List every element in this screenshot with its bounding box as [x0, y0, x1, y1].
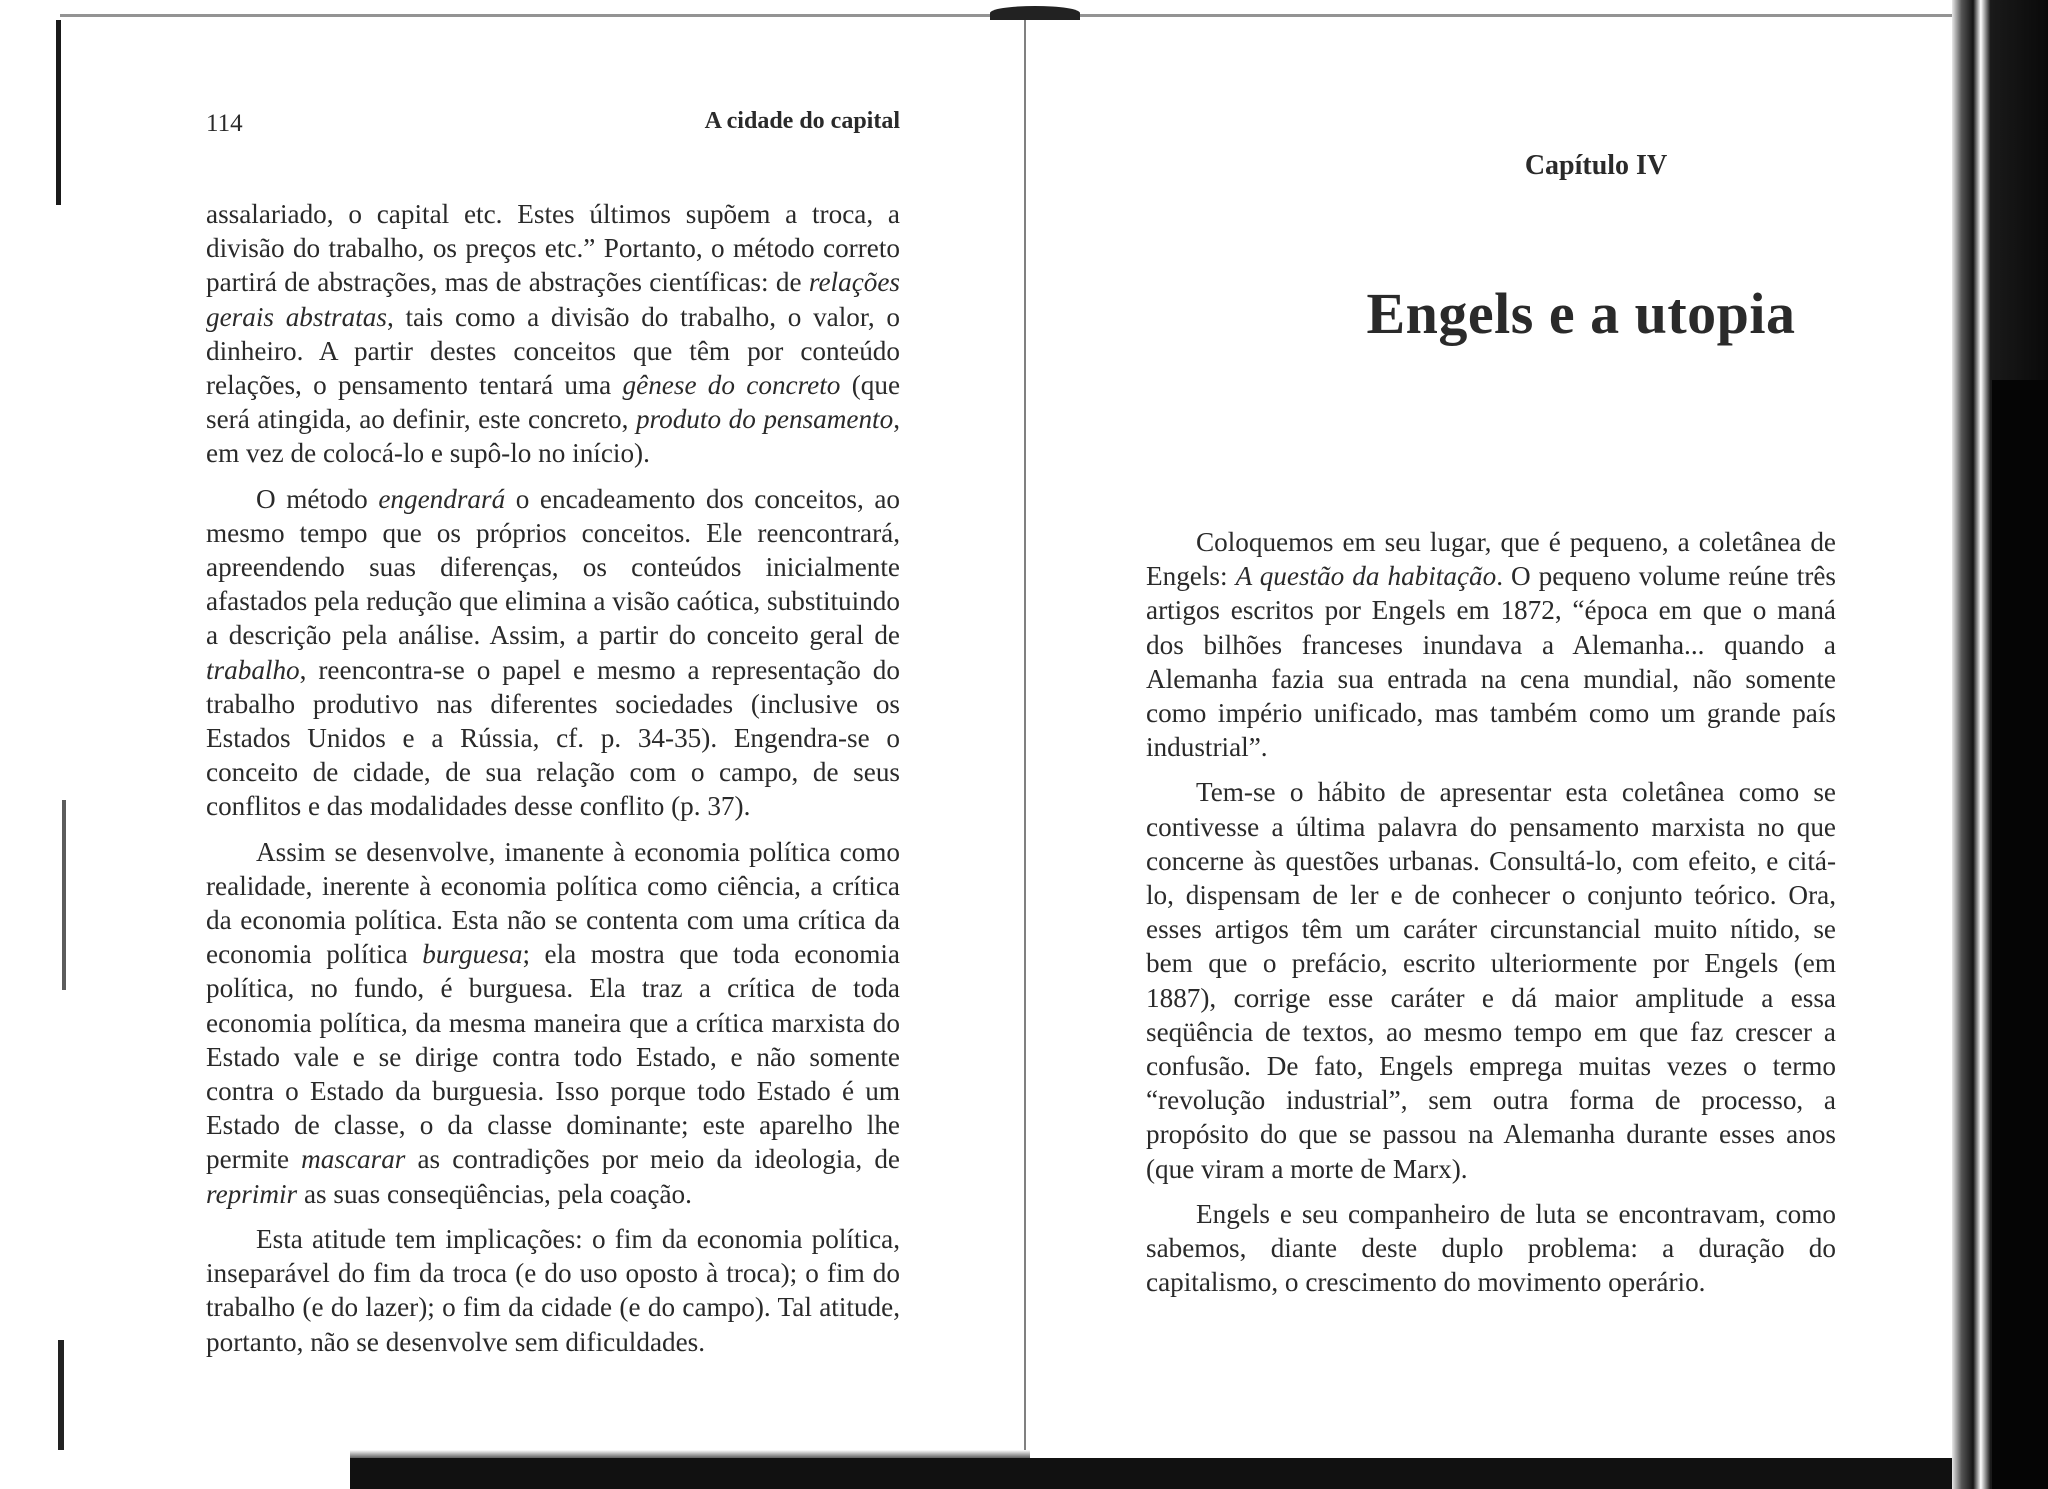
right-page: [1146, 140, 1836, 1299]
paragraph: Tem-se o hábito de apresentar esta coletânea como se contivesse a última palavra do pensamento marxista no que concerne às questões urbanas. Consultá-lo, com efeito, e citá-lo, dispensam de ler e de conhecer o conjunto teórico. Ora, esses artigos têm um caráter circunstancial muito nítido, se bem que o prefácio, escrito ulteriormente por Engels (em 1887), corrige esse caráter e dá maior amplitude a essa seqüência de textos, ao mesmo tempo em que faz crescer a confusão. De fato, Engels emprega muitas vezes o termo “revolução industrial”, sem outra forma de processo, a propósito do que se passou na Alemanha durante esses anos (que viram a morte de Marx).: [1146, 777, 1836, 1184]
paragraph: assalariado, o capital etc. Estes últimos supõem a troca, a divisão do trabalho, os preços etc.” Portanto, o método correto partirá de abstrações, mas de abstrações científicas: de relações gerais abstratas, tais como a divisão do trabalho, o valor, o dinheiro. A partir destes conceitos que têm por conteúdo relações, o pensamento tentará uma gênese do concreto (que será atingida, ao definir, este concreto, produto do pensamento, em vez de colocá-lo e supô-lo no início).: [206, 199, 901, 469]
paragraph: Assim se desenvolve, imanente à economia política como realidade, inerente à economia política como ciência, a crítica da economia política. Esta não se contenta com uma crítica da economia política burguesa; ela mostra que toda economia política, no fundo, é burguesa. Ela traz a crítica de toda economia política, da mesma maneira que a crítica marxista do Estado vale e se dirige contra todo Estado, e não somente contra o Estado da burguesia. Isso porque todo Estado é um Estado de classe, o da classe dominante; este aparelho lhe permite mascarar as contradições por meio da ideologia, de reprimir as suas conseqüências, pela coação.: [206, 836, 900, 1209]
scan-left-edge: [58, 1340, 64, 1450]
left-page: [206, 100, 900, 1359]
chapter-label: Capítulo IV: [1524, 150, 1668, 181]
running-head: [206, 100, 900, 140]
paragraph: O método engendrará o encadeamento dos conceitos, ao mesmo tempo que os próprios conceitos. Ele reencontrará, apreendendo suas diferenças, os conteúdos inicialmente afastados pela redução que elimina a visão caótica, substituindo a descrição pela análise. Assim, a partir do conceito geral de trabalho, reencontra-se o papel e mesmo a representação do trabalho produtivo nas diferentes sociedades (inclusive os Estados Unidos e a Rússia, cf. p. 34-35). Engendra-se o conceito de cidade, de sua relação com o campo, de seus conflitos e das modalidades desse conflito (p. 37).: [206, 483, 901, 822]
left-page-body: [206, 197, 900, 1359]
page-number: 114: [206, 110, 243, 137]
paragraph: Esta atitude tem implicações: o fim da economia política, inseparável do fim da troca (e do uso oposto à troca); o fim do trabalho (e do lazer); o fim da cidade (e do campo). Tal atitude, portanto, não se desenvolve sem dificuldades.: [206, 1223, 900, 1357]
chapter-title: Engels e a utopia: [1366, 281, 1796, 346]
scan-right-shadow: [1992, 380, 2048, 1489]
paragraph: Coloquemos em seu lugar, que é pequeno, a coletânea de Engels: A questão da habitação. O pequeno volume reúne três artigos escritos por Engels em 1872, “época em que o maná dos bilhões franceses inundava a Alemanha... quando a Alemanha fazia sua entrada na cena mundial, não somente como império unificado, mas também como um grande país industrial”.: [1146, 527, 1836, 763]
running-title: A cidade do capital: [704, 108, 900, 134]
book-gutter: [1024, 20, 1026, 1460]
scan-left-edge: [56, 20, 61, 205]
scan-top-shadow: [990, 6, 1080, 20]
right-page-body: [1146, 525, 1836, 1299]
scan-left-edge: [62, 800, 66, 990]
paragraph: Engels e seu companheiro de luta se encontravam, como sabemos, diante deste duplo problema: a duração do capitalismo, o crescimento do movimento operário.: [1146, 1198, 1836, 1298]
scan-bottom-shadow: [350, 1458, 1990, 1489]
